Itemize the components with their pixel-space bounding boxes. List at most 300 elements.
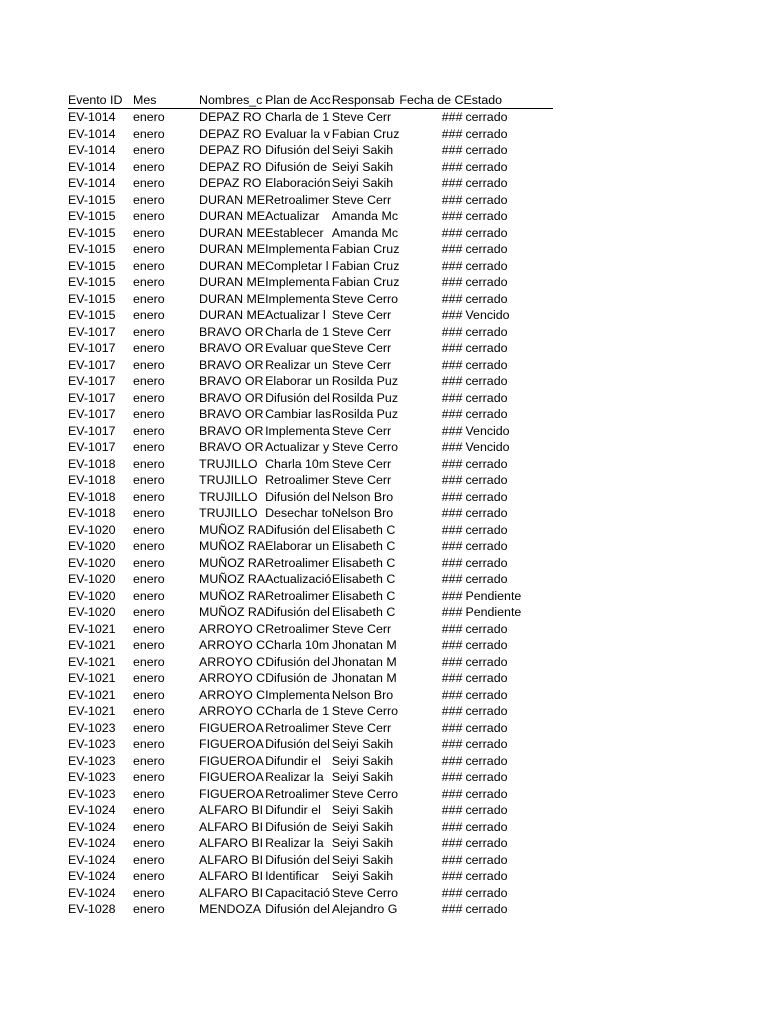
- cell-plan[interactable]: Desechar to: [265, 506, 332, 520]
- cell-estado[interactable]: cerrado: [465, 902, 508, 916]
- cell-plan[interactable]: Difusión del: [265, 852, 330, 867]
- cell-mes[interactable]: enero: [133, 242, 165, 256]
- cell-plan[interactable]: Difusión de: [265, 819, 328, 834]
- header-evento-id[interactable]: Evento ID: [68, 91, 133, 109]
- cell-evento-id[interactable]: EV-1015: [68, 258, 116, 273]
- cell-fecha[interactable]: ###: [441, 621, 463, 636]
- cell-responsable[interactable]: Seiyi Sakih: [331, 770, 394, 784]
- cell-evento-id[interactable]: EV-1015: [68, 209, 116, 223]
- cell-nombre[interactable]: DURAN ME: [199, 258, 266, 273]
- cell-mes[interactable]: enero: [133, 654, 165, 669]
- cell-plan[interactable]: Retroalimer: [265, 473, 330, 487]
- cell-nombre[interactable]: DEPAZ RO: [199, 110, 262, 124]
- cell-mes[interactable]: enero: [133, 770, 165, 784]
- cell-evento-id[interactable]: EV-1020: [68, 522, 116, 537]
- cell-responsable[interactable]: Steve Cerr: [331, 324, 392, 339]
- cell-estado[interactable]: cerrado: [465, 291, 508, 306]
- cell-fecha[interactable]: ###: [441, 588, 463, 603]
- cell-fecha[interactable]: ###: [441, 704, 463, 718]
- cell-plan[interactable]: Cambiar las: [265, 407, 332, 421]
- cell-nombre[interactable]: ARROYO C: [199, 638, 266, 652]
- cell-estado[interactable]: cerrado: [465, 836, 508, 850]
- cell-plan[interactable]: Elaborar un: [265, 539, 330, 553]
- cell-estado[interactable]: cerrado: [465, 456, 508, 471]
- cell-plan[interactable]: Evaluar la v: [265, 126, 330, 141]
- cell-nombre[interactable]: DURAN ME: [199, 192, 266, 207]
- cell-nombre[interactable]: MUÑOZ RA: [199, 539, 266, 553]
- cell-evento-id[interactable]: EV-1020: [68, 572, 116, 586]
- cell-responsable[interactable]: Rosilda Puz: [331, 390, 399, 405]
- cell-evento-id[interactable]: EV-1017: [68, 407, 116, 421]
- cell-responsable[interactable]: Seiyi Sakih: [331, 737, 394, 751]
- cell-estado[interactable]: cerrado: [465, 176, 508, 190]
- cell-responsable[interactable]: Steve Cerr: [331, 473, 392, 487]
- cell-evento-id[interactable]: EV-1017: [68, 324, 116, 339]
- cell-mes[interactable]: enero: [133, 126, 165, 141]
- cell-estado[interactable]: cerrado: [465, 357, 508, 372]
- cell-estado[interactable]: cerrado: [465, 192, 508, 207]
- cell-estado[interactable]: cerrado: [465, 324, 508, 339]
- cell-responsable[interactable]: Seiyi Sakih: [331, 803, 394, 817]
- cell-mes[interactable]: enero: [133, 291, 165, 306]
- cell-estado[interactable]: cerrado: [465, 786, 508, 801]
- cell-fecha[interactable]: ###: [441, 407, 463, 421]
- cell-plan[interactable]: Difundir el: [265, 803, 321, 817]
- cell-responsable[interactable]: Steve Cerr: [331, 110, 392, 124]
- cell-mes[interactable]: enero: [133, 869, 165, 883]
- header-responsable[interactable]: Responsab: [332, 91, 400, 109]
- cell-estado[interactable]: Pendiente: [465, 588, 522, 603]
- cell-nombre[interactable]: BRAVO OR: [199, 374, 264, 388]
- cell-plan[interactable]: Difusión del: [265, 654, 330, 669]
- cell-responsable[interactable]: Rosilda Puz: [331, 407, 399, 421]
- cell-fecha[interactable]: ###: [441, 258, 463, 273]
- cell-nombre[interactable]: ALFARO BI: [199, 885, 264, 900]
- cell-responsable[interactable]: Steve Cerr: [331, 720, 392, 735]
- cell-mes[interactable]: enero: [133, 407, 165, 421]
- cell-responsable[interactable]: Steve Cerr: [331, 357, 392, 372]
- cell-fecha[interactable]: ###: [441, 423, 463, 438]
- cell-estado[interactable]: cerrado: [465, 720, 508, 735]
- cell-fecha[interactable]: ###: [441, 654, 463, 669]
- cell-fecha[interactable]: ###: [441, 110, 463, 124]
- cell-fecha[interactable]: ###: [441, 390, 463, 405]
- cell-evento-id[interactable]: EV-1021: [68, 687, 116, 702]
- cell-responsable[interactable]: Seiyi Sakih: [331, 819, 394, 834]
- cell-nombre[interactable]: MUÑOZ RA: [199, 605, 266, 619]
- cell-estado[interactable]: cerrado: [465, 522, 508, 537]
- cell-mes[interactable]: enero: [133, 440, 165, 454]
- cell-fecha[interactable]: ###: [441, 522, 463, 537]
- cell-mes[interactable]: enero: [133, 852, 165, 867]
- cell-nombre[interactable]: DURAN ME: [199, 225, 266, 240]
- cell-estado[interactable]: cerrado: [465, 869, 508, 883]
- cell-mes[interactable]: enero: [133, 489, 165, 504]
- cell-mes[interactable]: enero: [133, 374, 165, 388]
- cell-estado[interactable]: cerrado: [465, 143, 508, 157]
- cell-mes[interactable]: enero: [133, 588, 165, 603]
- cell-evento-id[interactable]: EV-1020: [68, 588, 116, 603]
- cell-responsable[interactable]: Steve Cerr: [331, 341, 392, 355]
- cell-nombre[interactable]: ARROYO C: [199, 687, 266, 702]
- cell-mes[interactable]: enero: [133, 836, 165, 850]
- cell-estado[interactable]: cerrado: [465, 242, 508, 256]
- cell-plan[interactable]: Difusión del: [265, 489, 330, 504]
- cell-mes[interactable]: enero: [133, 176, 165, 190]
- cell-mes[interactable]: enero: [133, 225, 165, 240]
- cell-nombre[interactable]: TRUJILLO: [199, 489, 258, 504]
- cell-mes[interactable]: enero: [133, 638, 165, 652]
- cell-nombre[interactable]: DURAN ME: [199, 275, 266, 289]
- cell-fecha[interactable]: ###: [441, 159, 463, 174]
- cell-plan[interactable]: Implementa: [265, 291, 330, 306]
- cell-plan[interactable]: Retroalimer: [265, 621, 330, 636]
- cell-fecha[interactable]: ###: [441, 687, 463, 702]
- cell-estado[interactable]: cerrado: [465, 159, 508, 174]
- cell-responsable[interactable]: Seiyi Sakih: [331, 176, 394, 190]
- cell-evento-id[interactable]: EV-1018: [68, 456, 116, 471]
- cell-responsable[interactable]: Fabian Cruz: [331, 258, 400, 273]
- cell-plan[interactable]: Difusión del: [265, 143, 330, 157]
- cell-nombre[interactable]: MUÑOZ RA: [199, 572, 266, 586]
- cell-evento-id[interactable]: EV-1023: [68, 737, 116, 751]
- cell-estado[interactable]: cerrado: [465, 539, 508, 553]
- cell-evento-id[interactable]: EV-1024: [68, 836, 116, 850]
- cell-evento-id[interactable]: EV-1020: [68, 555, 116, 570]
- cell-fecha[interactable]: ###: [441, 324, 463, 339]
- cell-nombre[interactable]: MUÑOZ RA: [199, 588, 266, 603]
- cell-responsable[interactable]: Seiyi Sakih: [331, 869, 394, 883]
- cell-evento-id[interactable]: EV-1023: [68, 720, 116, 735]
- cell-evento-id[interactable]: EV-1018: [68, 489, 116, 504]
- cell-evento-id[interactable]: EV-1017: [68, 357, 116, 372]
- cell-mes[interactable]: enero: [133, 737, 165, 751]
- cell-evento-id[interactable]: EV-1024: [68, 852, 116, 867]
- cell-mes[interactable]: enero: [133, 159, 165, 174]
- cell-responsable[interactable]: Steve Cerr: [331, 308, 392, 322]
- cell-mes[interactable]: enero: [133, 423, 165, 438]
- cell-evento-id[interactable]: EV-1015: [68, 242, 116, 256]
- cell-plan[interactable]: Implementa: [265, 423, 330, 438]
- cell-estado[interactable]: cerrado: [465, 489, 508, 504]
- cell-estado[interactable]: cerrado: [465, 852, 508, 867]
- cell-nombre[interactable]: FIGUEROA: [199, 786, 264, 801]
- cell-mes[interactable]: enero: [133, 192, 165, 207]
- cell-fecha[interactable]: ###: [441, 555, 463, 570]
- cell-responsable[interactable]: Fabian Cruz: [331, 242, 400, 256]
- cell-plan[interactable]: Difusión del: [265, 737, 330, 751]
- cell-responsable[interactable]: Nelson Bro: [331, 687, 394, 702]
- cell-evento-id[interactable]: EV-1015: [68, 275, 116, 289]
- cell-fecha[interactable]: ###: [441, 885, 463, 900]
- header-estado[interactable]: Estado: [463, 91, 553, 109]
- cell-fecha[interactable]: ###: [441, 506, 463, 520]
- cell-responsable[interactable]: Jhonatan M: [331, 671, 397, 685]
- cell-estado[interactable]: cerrado: [465, 225, 508, 240]
- cell-plan[interactable]: Realizar la: [265, 836, 324, 850]
- cell-evento-id[interactable]: EV-1017: [68, 423, 116, 438]
- cell-evento-id[interactable]: EV-1024: [68, 819, 116, 834]
- cell-fecha[interactable]: ###: [441, 786, 463, 801]
- cell-plan[interactable]: Difusión del: [265, 522, 330, 537]
- cell-evento-id[interactable]: EV-1015: [68, 308, 116, 322]
- cell-nombre[interactable]: FIGUEROA: [199, 720, 264, 735]
- cell-estado[interactable]: cerrado: [465, 390, 508, 405]
- cell-evento-id[interactable]: EV-1014: [68, 126, 116, 141]
- cell-evento-id[interactable]: EV-1020: [68, 539, 116, 553]
- cell-evento-id[interactable]: EV-1014: [68, 176, 116, 190]
- cell-plan[interactable]: Actualizació: [265, 572, 332, 586]
- header-nombres[interactable]: Nombres_c: [199, 91, 265, 109]
- cell-plan[interactable]: Elaborar un: [265, 374, 330, 388]
- cell-plan[interactable]: Identificar: [265, 869, 319, 883]
- cell-fecha[interactable]: ###: [441, 275, 463, 289]
- cell-estado[interactable]: cerrado: [465, 753, 508, 768]
- cell-responsable[interactable]: Seiyi Sakih: [331, 836, 394, 850]
- cell-evento-id[interactable]: EV-1028: [68, 902, 116, 916]
- cell-plan[interactable]: Charla de 1: [265, 704, 330, 718]
- cell-evento-id[interactable]: EV-1015: [68, 225, 116, 240]
- cell-plan[interactable]: Realizar la: [265, 770, 324, 784]
- cell-fecha[interactable]: ###: [441, 753, 463, 768]
- cell-plan[interactable]: Actualizar: [265, 209, 320, 223]
- cell-fecha[interactable]: ###: [441, 671, 463, 685]
- cell-fecha[interactable]: ###: [441, 869, 463, 883]
- cell-responsable[interactable]: Fabian Cruz: [331, 126, 400, 141]
- cell-responsable[interactable]: Jhonatan M: [331, 638, 397, 652]
- cell-fecha[interactable]: ###: [441, 176, 463, 190]
- cell-estado[interactable]: cerrado: [465, 770, 508, 784]
- cell-mes[interactable]: enero: [133, 473, 165, 487]
- cell-responsable[interactable]: Seiyi Sakih: [331, 852, 394, 867]
- cell-mes[interactable]: enero: [133, 819, 165, 834]
- cell-nombre[interactable]: ARROYO C: [199, 704, 266, 718]
- cell-responsable[interactable]: Elisabeth C: [331, 572, 396, 586]
- cell-nombre[interactable]: ALFARO BI: [199, 869, 264, 883]
- cell-mes[interactable]: enero: [133, 308, 165, 322]
- cell-estado[interactable]: Pendiente: [465, 605, 522, 619]
- cell-mes[interactable]: enero: [133, 456, 165, 471]
- cell-evento-id[interactable]: EV-1014: [68, 110, 116, 124]
- cell-plan[interactable]: Elaboración: [265, 176, 331, 190]
- cell-mes[interactable]: enero: [133, 209, 165, 223]
- cell-responsable[interactable]: Elisabeth C: [331, 605, 396, 619]
- cell-fecha[interactable]: ###: [441, 489, 463, 504]
- cell-responsable[interactable]: Amanda Mc: [331, 209, 399, 223]
- cell-nombre[interactable]: BRAVO OR: [199, 357, 264, 372]
- cell-plan[interactable]: Implementa: [265, 687, 330, 702]
- cell-nombre[interactable]: DURAN ME: [199, 308, 266, 322]
- cell-fecha[interactable]: ###: [441, 836, 463, 850]
- cell-nombre[interactable]: BRAVO OR: [199, 324, 264, 339]
- cell-mes[interactable]: enero: [133, 539, 165, 553]
- cell-fecha[interactable]: ###: [441, 456, 463, 471]
- cell-plan[interactable]: Difundir el: [265, 753, 321, 768]
- cell-mes[interactable]: enero: [133, 506, 165, 520]
- cell-fecha[interactable]: ###: [441, 539, 463, 553]
- cell-nombre[interactable]: FIGUEROA: [199, 737, 264, 751]
- cell-plan[interactable]: Difusión de: [265, 159, 328, 174]
- cell-fecha[interactable]: ###: [441, 770, 463, 784]
- cell-mes[interactable]: enero: [133, 902, 165, 916]
- cell-fecha[interactable]: ###: [441, 638, 463, 652]
- cell-evento-id[interactable]: EV-1023: [68, 786, 116, 801]
- cell-responsable[interactable]: Elisabeth C: [331, 522, 396, 537]
- cell-responsable[interactable]: Jhonatan M: [331, 654, 397, 669]
- cell-nombre[interactable]: DEPAZ RO: [199, 159, 262, 174]
- cell-evento-id[interactable]: EV-1018: [68, 506, 116, 520]
- cell-fecha[interactable]: ###: [441, 473, 463, 487]
- cell-mes[interactable]: enero: [133, 357, 165, 372]
- cell-mes[interactable]: enero: [133, 258, 165, 273]
- cell-estado[interactable]: cerrado: [465, 407, 508, 421]
- cell-mes[interactable]: enero: [133, 687, 165, 702]
- cell-estado[interactable]: cerrado: [465, 803, 508, 817]
- cell-plan[interactable]: Completar l: [265, 258, 329, 273]
- cell-fecha[interactable]: ###: [441, 357, 463, 372]
- cell-estado[interactable]: cerrado: [465, 621, 508, 636]
- cell-estado[interactable]: cerrado: [465, 819, 508, 834]
- cell-fecha[interactable]: ###: [441, 572, 463, 586]
- cell-nombre[interactable]: BRAVO OR: [199, 423, 264, 438]
- cell-estado[interactable]: cerrado: [465, 209, 508, 223]
- cell-plan[interactable]: Realizar un: [265, 357, 328, 372]
- cell-fecha[interactable]: ###: [441, 902, 463, 916]
- cell-fecha[interactable]: ###: [441, 225, 463, 240]
- cell-nombre[interactable]: FIGUEROA: [199, 770, 264, 784]
- cell-mes[interactable]: enero: [133, 621, 165, 636]
- cell-fecha[interactable]: ###: [441, 192, 463, 207]
- cell-estado[interactable]: cerrado: [465, 275, 508, 289]
- cell-evento-id[interactable]: EV-1017: [68, 390, 116, 405]
- cell-evento-id[interactable]: EV-1023: [68, 753, 116, 768]
- cell-evento-id[interactable]: EV-1021: [68, 671, 116, 685]
- cell-mes[interactable]: enero: [133, 572, 165, 586]
- cell-nombre[interactable]: DURAN ME: [199, 242, 266, 256]
- cell-evento-id[interactable]: EV-1024: [68, 885, 116, 900]
- cell-estado[interactable]: cerrado: [465, 572, 508, 586]
- cell-nombre[interactable]: BRAVO OR: [199, 440, 264, 454]
- cell-fecha[interactable]: ###: [441, 126, 463, 141]
- cell-responsable[interactable]: Nelson Bro: [331, 506, 394, 520]
- cell-responsable[interactable]: Amanda Mc: [331, 225, 399, 240]
- cell-plan[interactable]: Difusión del: [265, 390, 330, 405]
- cell-evento-id[interactable]: EV-1020: [68, 605, 116, 619]
- cell-mes[interactable]: enero: [133, 803, 165, 817]
- cell-nombre[interactable]: BRAVO OR: [199, 407, 264, 421]
- cell-plan[interactable]: Implementa: [265, 275, 330, 289]
- cell-nombre[interactable]: ALFARO BI: [199, 836, 264, 850]
- cell-nombre[interactable]: MENDOZA: [199, 902, 261, 916]
- cell-responsable[interactable]: Steve Cerr: [331, 423, 392, 438]
- cell-evento-id[interactable]: EV-1018: [68, 473, 116, 487]
- cell-nombre[interactable]: BRAVO OR: [199, 390, 264, 405]
- cell-fecha[interactable]: ###: [441, 242, 463, 256]
- cell-plan[interactable]: Retroalimer: [265, 588, 330, 603]
- cell-estado[interactable]: cerrado: [465, 126, 508, 141]
- cell-evento-id[interactable]: EV-1021: [68, 654, 116, 669]
- cell-evento-id[interactable]: EV-1021: [68, 638, 116, 652]
- cell-estado[interactable]: cerrado: [465, 654, 508, 669]
- cell-fecha[interactable]: ###: [441, 143, 463, 157]
- cell-plan[interactable]: Difusión de: [265, 671, 328, 685]
- cell-fecha[interactable]: ###: [441, 737, 463, 751]
- cell-estado[interactable]: Vencido: [465, 423, 510, 438]
- cell-mes[interactable]: enero: [133, 704, 165, 718]
- cell-nombre[interactable]: ALFARO BI: [199, 803, 264, 817]
- cell-estado[interactable]: cerrado: [465, 555, 508, 570]
- cell-fecha[interactable]: ###: [441, 440, 463, 454]
- cell-evento-id[interactable]: EV-1014: [68, 143, 116, 157]
- cell-evento-id[interactable]: EV-1021: [68, 621, 116, 636]
- cell-mes[interactable]: enero: [133, 341, 165, 355]
- cell-plan[interactable]: Charla de 1: [265, 110, 330, 124]
- cell-nombre[interactable]: TRUJILLO: [199, 456, 258, 471]
- cell-mes[interactable]: enero: [133, 786, 165, 801]
- cell-estado[interactable]: cerrado: [465, 258, 508, 273]
- cell-mes[interactable]: enero: [133, 324, 165, 339]
- cell-nombre[interactable]: MUÑOZ RA: [199, 522, 266, 537]
- header-mes[interactable]: Mes: [133, 91, 199, 109]
- cell-nombre[interactable]: DEPAZ RO: [199, 143, 262, 157]
- cell-responsable[interactable]: Elisabeth C: [331, 539, 396, 553]
- cell-estado[interactable]: cerrado: [465, 687, 508, 702]
- cell-responsable[interactable]: Alejandro G: [331, 902, 398, 916]
- header-plan-de-accion[interactable]: Plan de Acc: [265, 92, 331, 107]
- cell-estado[interactable]: cerrado: [465, 506, 508, 520]
- cell-responsable[interactable]: Steve Cerro: [331, 291, 399, 306]
- cell-fecha[interactable]: ###: [441, 852, 463, 867]
- cell-mes[interactable]: enero: [133, 605, 165, 619]
- cell-mes[interactable]: enero: [133, 885, 165, 900]
- cell-plan[interactable]: Capacitació: [265, 885, 330, 900]
- cell-nombre[interactable]: DURAN ME: [199, 209, 266, 223]
- cell-plan[interactable]: Retroalimer: [265, 555, 330, 570]
- cell-plan[interactable]: Implementa: [265, 242, 330, 256]
- cell-nombre[interactable]: DURAN ME: [199, 291, 266, 306]
- cell-responsable[interactable]: Steve Cerro: [331, 440, 399, 454]
- cell-plan[interactable]: Charla de 1: [265, 324, 330, 339]
- cell-plan[interactable]: Retroalimer: [265, 192, 330, 207]
- cell-nombre[interactable]: MUÑOZ RA: [199, 555, 266, 570]
- cell-responsable[interactable]: Elisabeth C: [331, 555, 396, 570]
- cell-estado[interactable]: cerrado: [465, 737, 508, 751]
- cell-nombre[interactable]: DEPAZ RO: [199, 176, 262, 190]
- cell-evento-id[interactable]: EV-1014: [68, 159, 116, 174]
- cell-responsable[interactable]: Rosilda Puz: [331, 374, 399, 388]
- cell-evento-id[interactable]: EV-1021: [68, 704, 116, 718]
- header-fecha[interactable]: Fecha de C: [399, 92, 464, 107]
- cell-estado[interactable]: cerrado: [465, 671, 508, 685]
- cell-nombre[interactable]: ALFARO BI: [199, 852, 264, 867]
- cell-estado[interactable]: cerrado: [465, 885, 508, 900]
- cell-estado[interactable]: cerrado: [465, 110, 508, 124]
- cell-evento-id[interactable]: EV-1023: [68, 770, 116, 784]
- cell-fecha[interactable]: ###: [441, 374, 463, 388]
- cell-responsable[interactable]: Seiyi Sakih: [331, 753, 394, 768]
- cell-responsable[interactable]: Nelson Bro: [331, 489, 394, 504]
- cell-nombre[interactable]: FIGUEROA: [199, 753, 264, 768]
- cell-plan[interactable]: Charla 10m: [265, 456, 330, 471]
- cell-evento-id[interactable]: EV-1024: [68, 869, 116, 883]
- cell-estado[interactable]: Vencido: [465, 308, 510, 322]
- cell-evento-id[interactable]: EV-1024: [68, 803, 116, 817]
- cell-responsable[interactable]: Steve Cerr: [331, 621, 392, 636]
- cell-evento-id[interactable]: EV-1015: [68, 291, 116, 306]
- cell-mes[interactable]: enero: [133, 671, 165, 685]
- cell-fecha[interactable]: ###: [441, 819, 463, 834]
- cell-mes[interactable]: enero: [133, 275, 165, 289]
